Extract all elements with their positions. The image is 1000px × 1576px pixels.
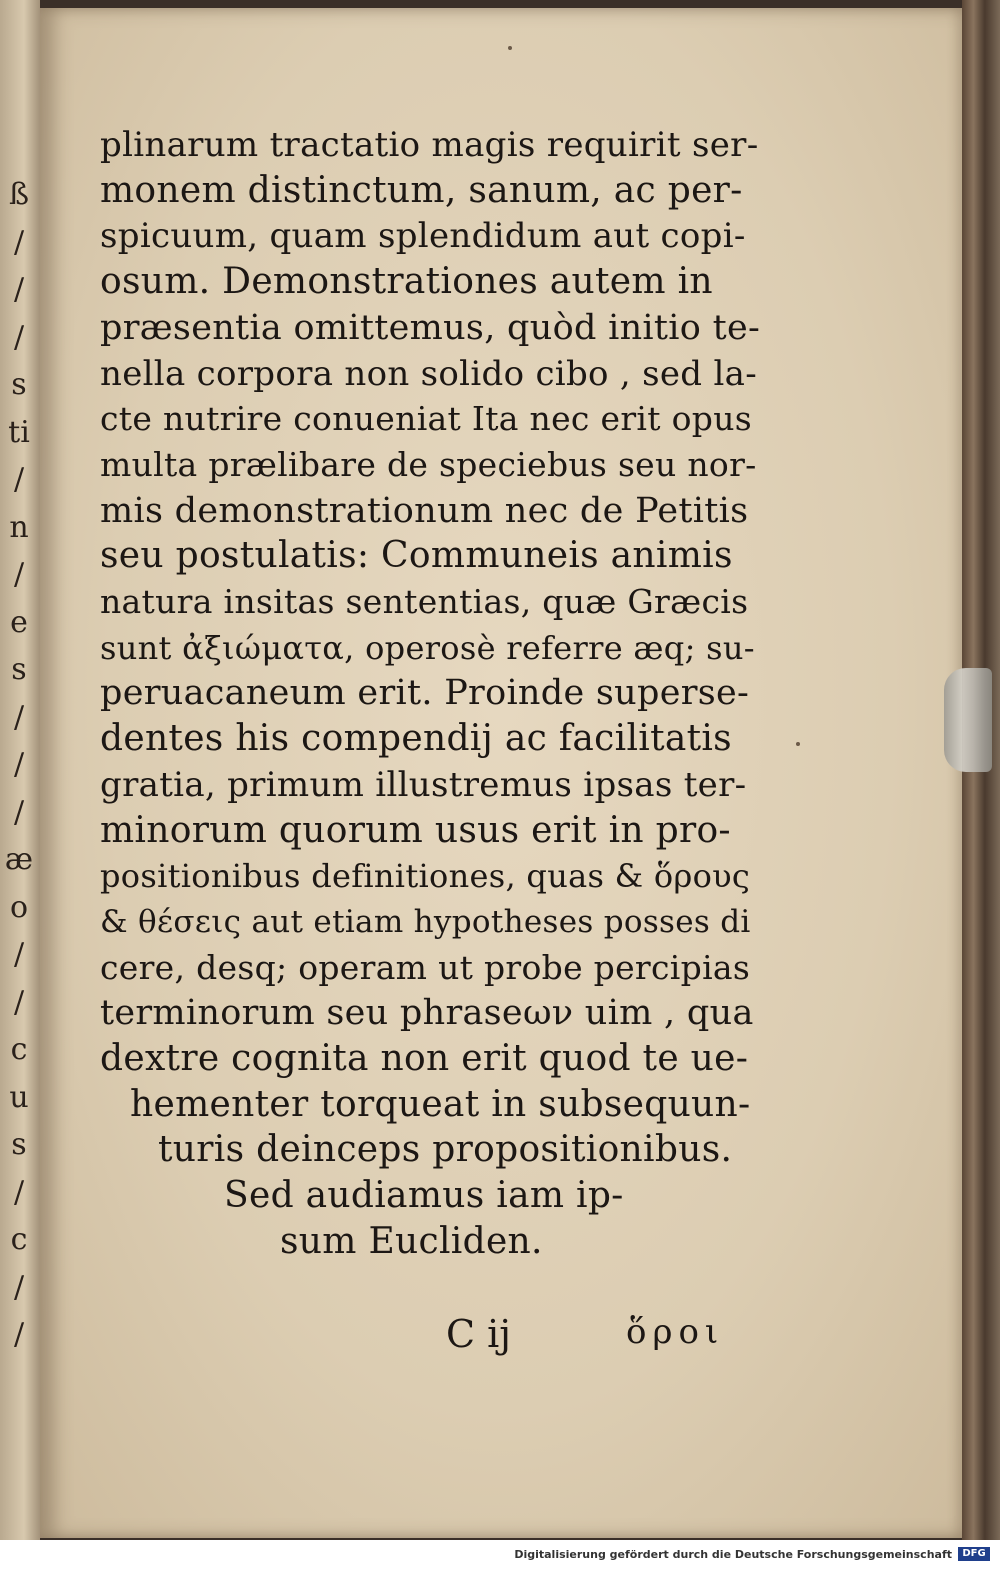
facing-page-glyph: s — [11, 1127, 27, 1162]
facing-page-glyph: c — [10, 1032, 28, 1067]
text-line: Sed audiamus iam ip- — [224, 1175, 624, 1217]
text-line: dextre cognita non erit quod te ue- — [100, 1038, 749, 1079]
facing-page-glyph: / — [13, 747, 25, 782]
text-line: terminorum seu phraseων uim , qua — [100, 993, 754, 1034]
text-line: monem distinctum, sanum, ac per- — [100, 169, 743, 211]
facing-page-glyph: e — [10, 604, 28, 640]
paper-speck — [508, 46, 512, 50]
facing-page-glyph: / — [13, 1269, 25, 1305]
text-line: hementer torqueat in subsequun- — [130, 1083, 751, 1125]
facing-page-glyph: n — [9, 509, 29, 545]
facing-page-glyph: æ — [4, 842, 34, 877]
facing-page-glyph: / — [13, 319, 25, 355]
facing-page-glyph: / — [13, 699, 25, 735]
text-line: præsentia omittemus, quòd initio te- — [100, 307, 761, 348]
facing-page-glyph: s — [11, 367, 27, 402]
text-line: spicuum, quam splendidum aut copi- — [100, 216, 746, 257]
text-line: cere, desq; operam ut probe percipias — [100, 947, 751, 987]
text-line: dentes his compendij ac facilitatis — [100, 718, 732, 760]
facing-page-glyph: / — [13, 1317, 25, 1352]
text-line: peruacaneum erit. Proinde superse- — [100, 673, 750, 714]
facing-page-glyph: o — [9, 889, 29, 925]
page-clip — [944, 668, 992, 772]
facing-page-glyph: ß — [8, 177, 30, 212]
footer-credit: Digitalisierung gefördert durch die Deutsche Forschungsgemeinschaft — [514, 1548, 952, 1561]
facing-page-glyph: s — [11, 652, 27, 687]
facing-page-glyph: / — [13, 557, 25, 592]
text-line: cte nutrire conueniat Ita nec erit opus — [100, 399, 752, 439]
facing-page-glyph: / — [13, 224, 25, 260]
text-line: & θέσεις aut etiam hypotheses posses di — [100, 903, 751, 940]
text-line: multa prælibare de speciebus seu nor- — [100, 444, 757, 484]
footer-bar — [0, 1540, 1000, 1576]
dfg-logo: DFG — [958, 1547, 990, 1561]
facing-page-glyph: / — [13, 937, 25, 972]
facing-page-glyph: / — [13, 1174, 25, 1210]
text-line: minorum quorum usus erit in pro- — [100, 809, 731, 851]
text-line: gratia, primum illustremus ipsas ter- — [100, 764, 747, 805]
text-line: osum. Demonstrationes autem in — [100, 261, 713, 303]
facing-page-glyph: / — [13, 272, 25, 307]
text-line: sunt ἀξιώματα, operosè referre æq; su- — [100, 628, 755, 667]
facing-page-glyph: / — [13, 462, 25, 497]
facing-page-glyph: / — [13, 794, 25, 830]
text-line: positionibus definitiones, quas & ὅρους — [100, 857, 751, 896]
text-line: mis demonstrationum nec de Petitis — [100, 490, 749, 531]
facing-page-glyph: u — [9, 1079, 29, 1115]
text-line: seu postulatis: Communeis animis — [100, 535, 733, 577]
facing-page-glyph: / — [13, 984, 25, 1020]
text-line: plinarum tractatio magis requirit ser- — [100, 125, 759, 165]
paper-speck — [796, 742, 800, 746]
facing-page-glyph: c — [10, 1222, 28, 1257]
text-line: sum Eucliden. — [280, 1220, 543, 1262]
catchword: ὅροι — [626, 1312, 725, 1352]
facing-page-glyph: ti — [8, 414, 30, 450]
signature-mark: C ij — [446, 1312, 512, 1356]
text-line: natura insitas sententias, quæ Græcis — [100, 582, 749, 621]
text-line: turis deinceps propositionibus. — [158, 1129, 733, 1171]
text-line: nella corpora non solido cibo , sed la- — [100, 353, 758, 394]
